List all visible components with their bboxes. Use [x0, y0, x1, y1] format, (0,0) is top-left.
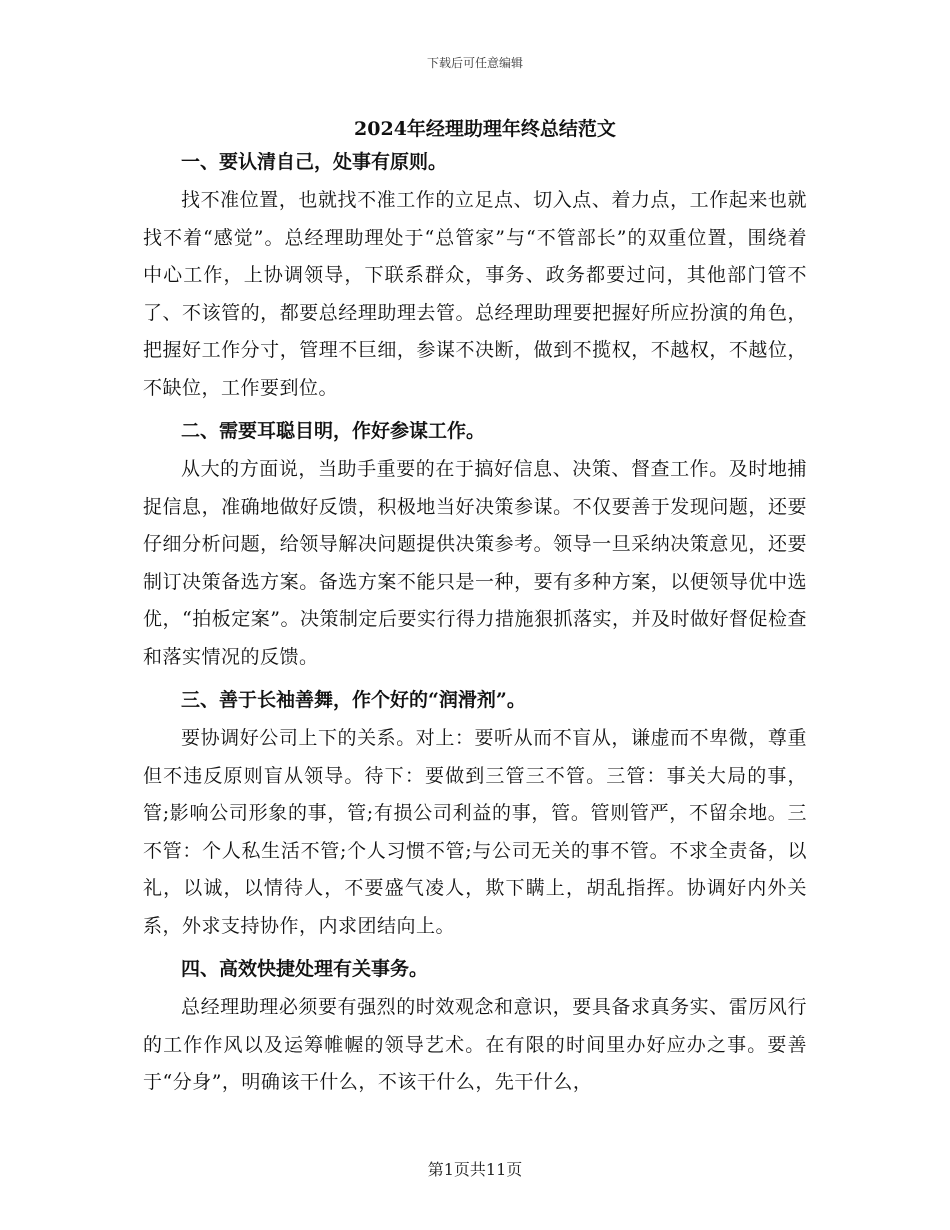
- document-body: [143, 116, 807, 1106]
- section-heading: 四、高效快捷处理有关事务。: [181, 958, 429, 980]
- section-heading: 一、要认清自己，处事有原则。: [181, 151, 448, 173]
- section-paragraph: 要协调好公司上下的关系。对上：要听从而不盲从，谦虚而不卑微，尊重但不违反原则盲从领导。待下：要做到三管三不管。三管：事关大局的事，管;影响公司形象的事，管;有损公司利益的事，管。管则管严，不留余地。三不管：个人私生活不管;个人习惯不管;与公司无关的事不管。不求全责备，以礼，以诚，以情待人，不要盛气凌人，欺下瞒上，胡乱指挥。协调好内外关系，外求支持协作，内求团结向上。: [143, 727, 807, 937]
- section-paragraph: 从大的方面说，当助手重要的在于搞好信息、决策、督查工作。及时地捕捉信息，准确地做好反馈，积极地当好决策参谋。不仅要善于发现问题，还要仔细分析问题，给领导解决问题提供决策参考。领导一旦采纳决策意见，还要制订决策备选方案。备选方案不能只是一种，要有多种方案，以便领导优中选优，“拍板定案”。决策制定后要实行得力措施狠抓落实，并及时做好督促检查和落实情况的反馈。: [143, 458, 807, 668]
- section-paragraph: 找不准位置，也就找不准工作的立足点、切入点、着力点，工作起来也就找不着“感觉”。总经理助理处于“总管家”与“不管部长”的双重位置，围绕着中心工作，上协调领导，下联系群众，事务、政务都要过问，其他部门管不了、不该管的，都要总经理助理去管。总经理助理要把握好所应扮演的角色，把握好工作分寸，管理不巨细，参谋不决断，做到不揽权，不越权，不越位，不缺位，工作要到位。: [143, 189, 807, 399]
- page-header-note: 下载后可任意编辑: [426, 56, 523, 70]
- section-paragraph: 总经理助理必须要有强烈的时效观念和意识，要具备求真务实、雷厉风行的工作作风以及运筹帷幄的领导艺术。在有限的时间里办好应办之事。要善于“分身”，明确该干什么，不该干什么，先干什么，: [143, 996, 807, 1093]
- page-number-footer: 第1页共11页: [427, 1160, 523, 1179]
- section-heading: 三、善于长袖善舞，作个好的“润滑剂”。: [181, 689, 526, 711]
- section-heading: 二、需要耳聪目明，作好参谋工作。: [181, 420, 486, 442]
- document-title: 2024年经理助理年终总结范文: [354, 118, 616, 140]
